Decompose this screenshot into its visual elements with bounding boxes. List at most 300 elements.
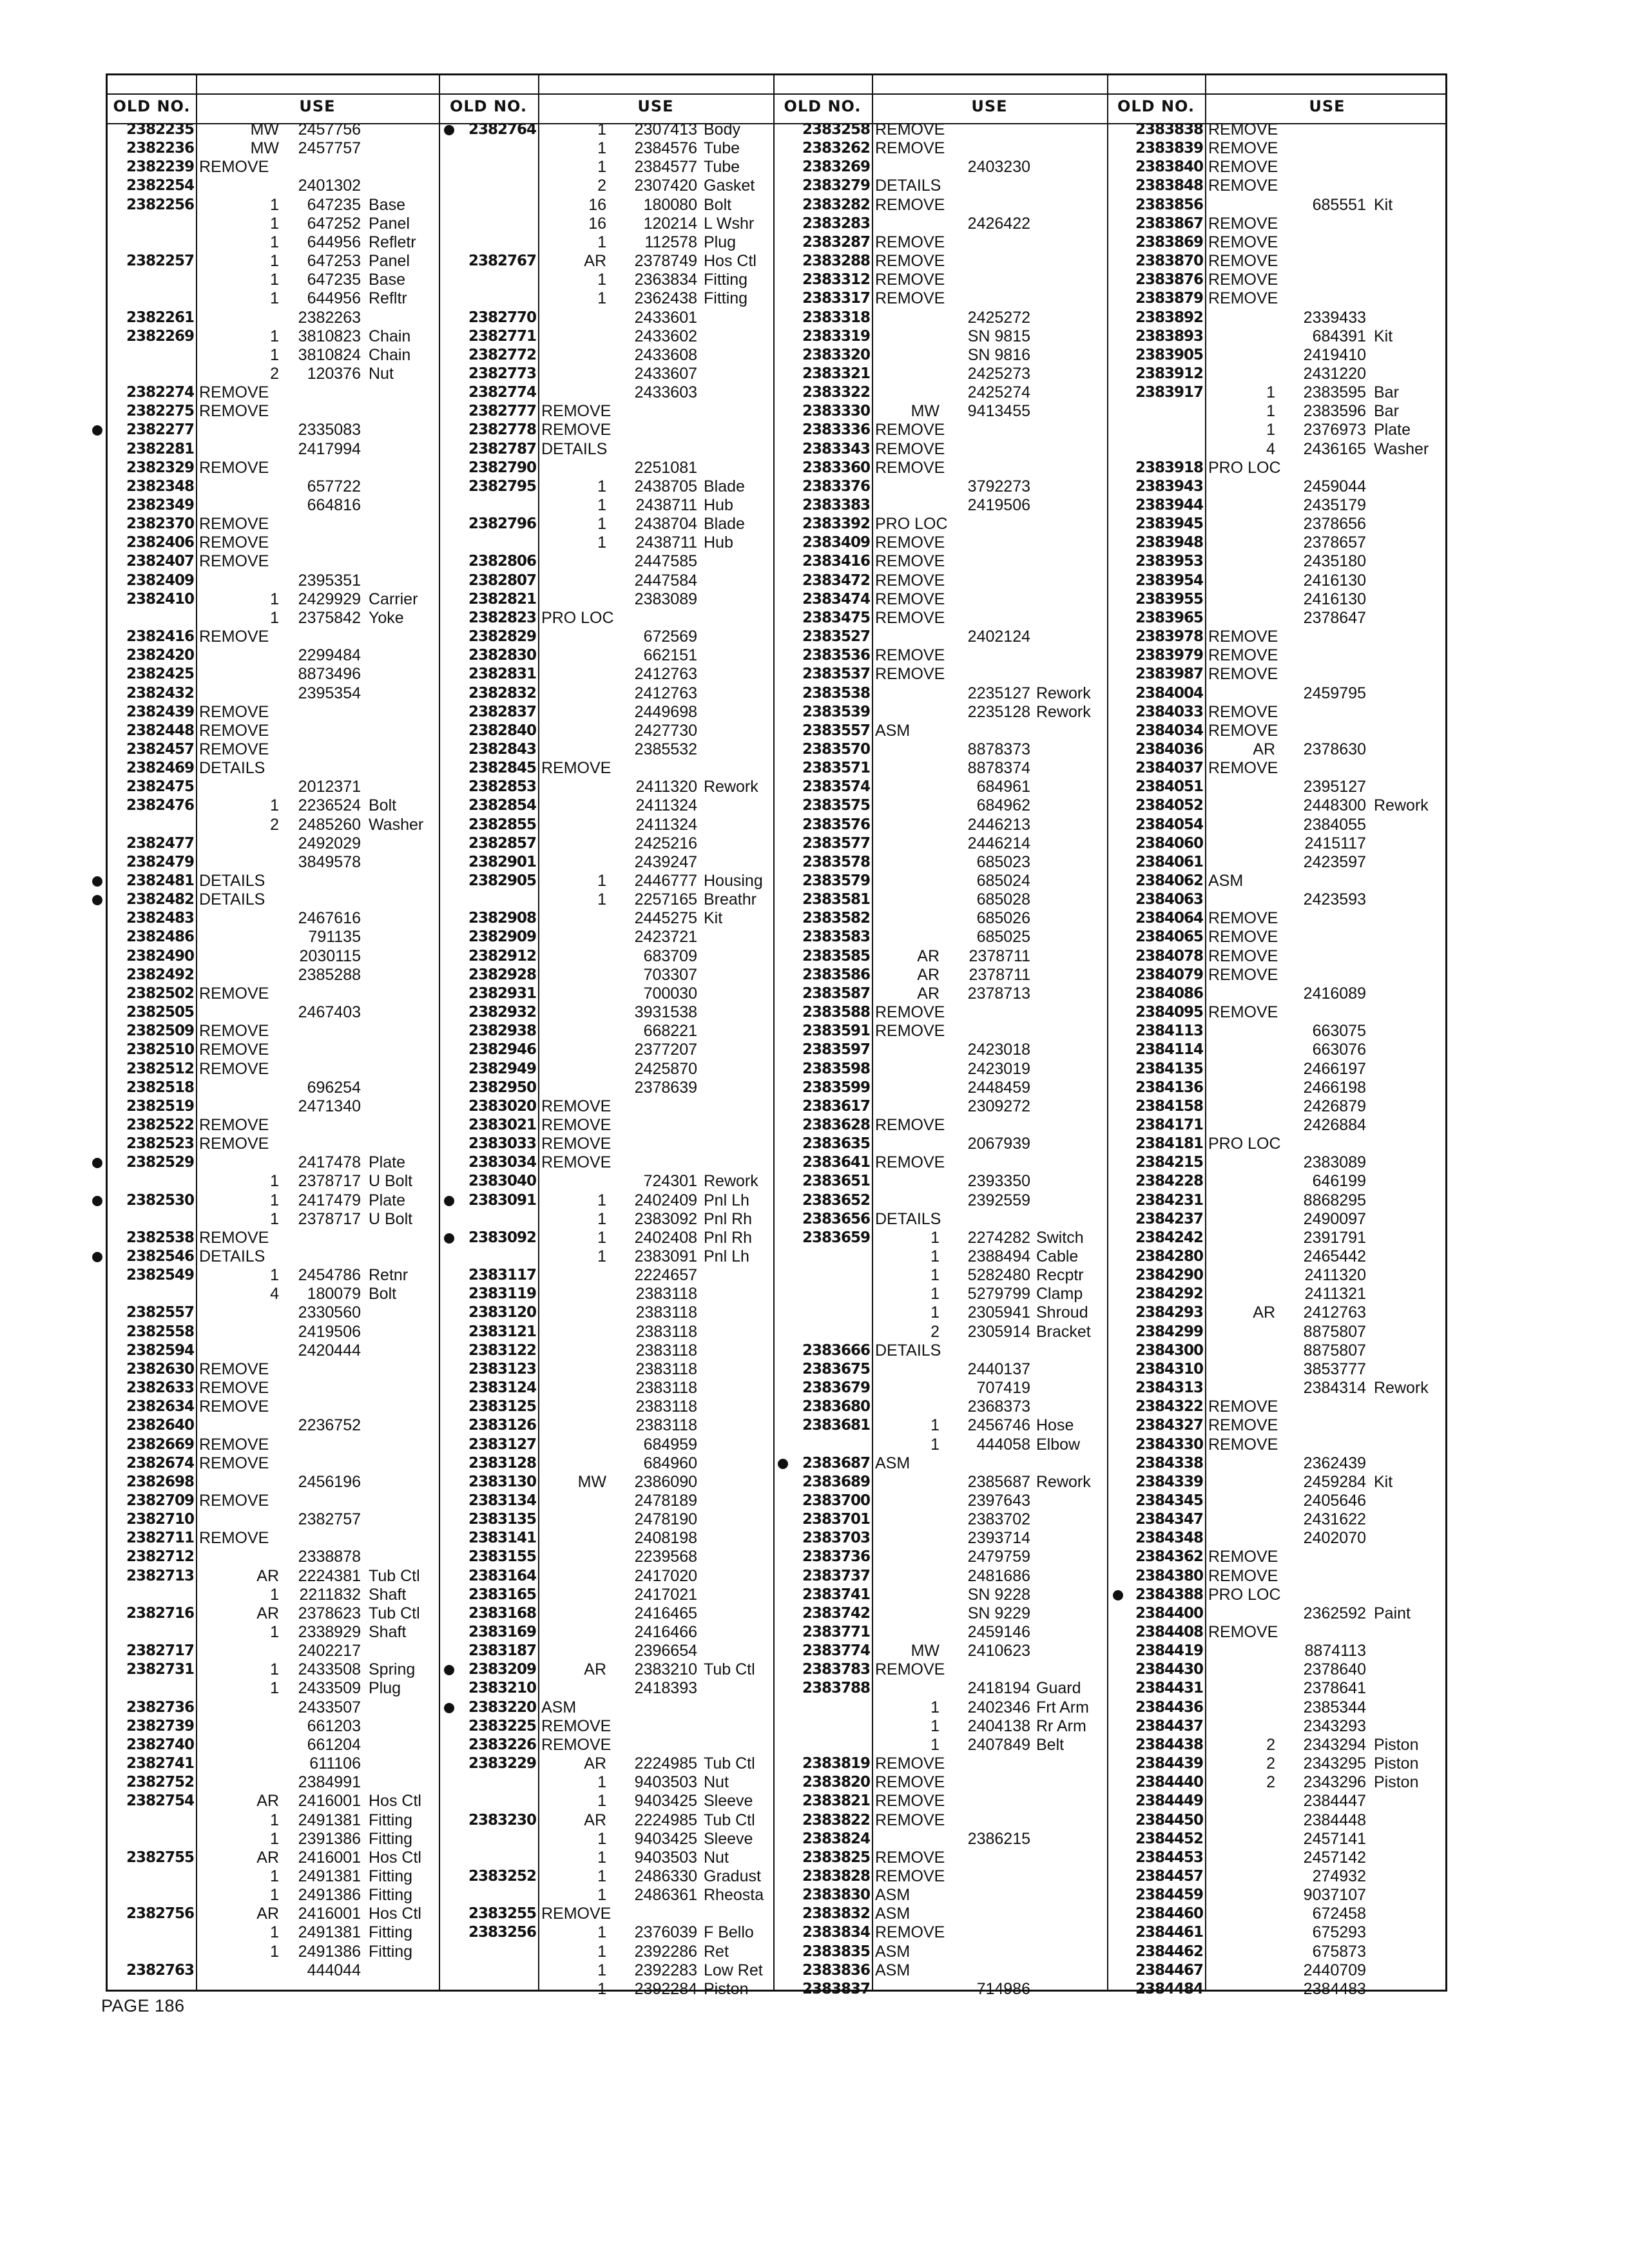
replacement-part-number: 2433602	[634, 327, 697, 345]
old-part-number: 2383834	[802, 1924, 870, 1941]
old-part-number: 2383255	[468, 1905, 536, 1923]
old-part-number: 2383539	[802, 703, 870, 720]
action-label: REMOVE	[1208, 139, 1278, 158]
old-part-number: 2384338	[1135, 1454, 1203, 1472]
old-part-number: 2382476	[126, 797, 194, 814]
part-description: Gasket	[704, 177, 755, 195]
old-part-number: 2383987	[1135, 666, 1203, 683]
old-part-number: 2383570	[802, 740, 870, 758]
old-part-number: 2384449	[1135, 1792, 1203, 1810]
quantity: 1	[270, 1209, 279, 1228]
replacement-part-number: 2415117	[1304, 834, 1366, 852]
replacement-part-number: 8874113	[1304, 1642, 1366, 1660]
old-part-number: 2383229	[468, 1755, 536, 1773]
quantity: 1	[1266, 383, 1275, 402]
old-part-number: 2384437	[1135, 1717, 1203, 1735]
replacement-part-number: 2383595	[1303, 383, 1366, 402]
old-part-number: 2383121	[468, 1323, 536, 1340]
quantity: 1	[597, 533, 606, 552]
replacement-part-number: 2440137	[967, 1360, 1030, 1378]
part-description: Hos Ctl	[369, 1848, 421, 1867]
old-part-number: 2383230	[468, 1811, 536, 1829]
old-part-number: 2382235	[126, 121, 194, 138]
quantity: 1	[270, 1811, 279, 1829]
quantity: MW	[911, 1642, 940, 1660]
replacement-part-number: 2383089	[634, 590, 697, 608]
replacement-part-number: 8875807	[1303, 1322, 1366, 1341]
replacement-part-number: 2402346	[967, 1698, 1030, 1716]
part-description: Piston	[1374, 1754, 1419, 1773]
replacement-part-number: 791135	[308, 928, 361, 947]
replacement-part-number: 120214	[643, 214, 697, 233]
replacement-part-number: 661203	[307, 1716, 361, 1735]
quantity: AR	[256, 1905, 279, 1923]
old-part-number: 2384114	[1135, 1041, 1203, 1059]
old-part-number: 2384095	[1135, 1004, 1203, 1021]
old-part-number: 2384078	[1135, 947, 1203, 965]
old-part-number: 2382420	[126, 647, 194, 664]
part-description: Pnl Rh	[704, 1209, 753, 1228]
quantity: 1	[597, 289, 606, 308]
replacement-part-number: 2235127	[967, 684, 1030, 702]
action-label: REMOVE	[875, 1022, 945, 1041]
header-use-3: USE	[971, 97, 1008, 115]
old-part-number: 2383537	[802, 666, 870, 683]
old-part-number: 2383635	[802, 1135, 870, 1153]
action-label: REMOVE	[875, 195, 945, 214]
old-part-number: 2383582	[802, 910, 870, 927]
old-part-number: 2383783	[802, 1661, 870, 1678]
part-description: Rr Arm	[1036, 1716, 1086, 1735]
part-description: Panel	[369, 214, 410, 233]
action-label: REMOVE	[199, 1529, 269, 1548]
old-part-number: 2382854	[468, 797, 536, 814]
old-part-number: 2382274	[126, 384, 194, 401]
old-part-number: 2383119	[468, 1285, 536, 1303]
old-part-number: 2383979	[1135, 647, 1203, 664]
replacement-part-number: 2378711	[969, 947, 1030, 965]
old-part-number: 2383256	[468, 1924, 536, 1941]
old-part-number: 2383262	[802, 140, 870, 157]
replacement-part-number: 685026	[976, 909, 1030, 928]
action-label: REMOVE	[199, 702, 269, 721]
quantity: 1	[270, 195, 279, 214]
bullet-marker	[92, 1158, 102, 1168]
replacement-part-number: 2307413	[634, 120, 697, 139]
old-part-number: 2382407	[126, 553, 194, 570]
replacement-part-number: 2224657	[634, 1266, 697, 1285]
replacement-part-number: 675293	[1312, 1923, 1366, 1942]
quantity: 1	[270, 1886, 279, 1905]
replacement-part-number: 3792273	[967, 477, 1030, 495]
replacement-part-number: 2423019	[967, 1059, 1030, 1078]
replacement-part-number: SN 9229	[967, 1604, 1030, 1622]
replacement-part-number: 2479759	[967, 1548, 1030, 1566]
quantity: 4	[1266, 439, 1275, 458]
replacement-part-number: 2378647	[1303, 608, 1366, 627]
replacement-part-number: 9037107	[1303, 1886, 1366, 1905]
part-description: Shroud	[1036, 1303, 1088, 1322]
quantity: AR	[256, 1566, 279, 1585]
action-label: PRO LOC	[541, 608, 614, 627]
old-part-number: 2383343	[802, 440, 870, 457]
part-description: Fitting	[369, 1942, 413, 1961]
old-part-number: 2384037	[1135, 760, 1203, 777]
action-label: REMOVE	[199, 1115, 269, 1134]
old-part-number: 2382752	[126, 1774, 194, 1791]
replacement-part-number: 2423721	[634, 928, 697, 947]
part-description: Fitting	[369, 1867, 413, 1885]
replacement-part-number: 2383092	[634, 1209, 697, 1228]
quantity: 1	[597, 1848, 606, 1867]
part-description: Blade	[704, 477, 745, 495]
part-description: Plug	[369, 1679, 401, 1698]
old-part-number: 2383210	[468, 1680, 536, 1697]
old-part-number: 2383944	[1135, 497, 1203, 514]
old-part-number: 2382763	[126, 1961, 194, 1979]
replacement-part-number: 2471340	[298, 1097, 361, 1115]
old-part-number: 2383641	[802, 1154, 870, 1171]
old-part-number: 2382594	[126, 1341, 194, 1359]
old-part-number: 2382770	[468, 309, 536, 326]
action-label: REMOVE	[541, 1905, 612, 1923]
replacement-part-number: 2433601	[634, 308, 697, 327]
old-part-number: 2384430	[1135, 1661, 1203, 1678]
old-part-number: 2383870	[1135, 253, 1203, 270]
old-part-number: 2384290	[1135, 1267, 1203, 1284]
old-part-number: 2383322	[802, 384, 870, 401]
replacement-part-number: 2236752	[298, 1416, 361, 1435]
replacement-part-number: 2403230	[967, 158, 1030, 177]
old-part-number: 2383169	[468, 1624, 536, 1640]
replacement-part-number: 2447585	[634, 552, 697, 571]
old-part-number: 2384313	[1135, 1379, 1203, 1397]
old-part-number: 2382755	[126, 1849, 194, 1866]
quantity: AR	[584, 1754, 606, 1773]
part-description: Base	[369, 271, 405, 289]
bullet-marker	[92, 876, 102, 887]
replacement-part-number: 2431622	[1303, 1510, 1366, 1529]
replacement-part-number: 2438711	[635, 496, 697, 514]
replacement-part-number: 2384577	[634, 158, 697, 177]
replacement-part-number: 2378711	[969, 965, 1030, 984]
replacement-part-number: 685551	[1312, 195, 1366, 214]
old-part-number: 2383585	[802, 947, 870, 965]
replacement-part-number: 9403503	[634, 1773, 697, 1792]
quantity: 1	[270, 1679, 279, 1698]
old-part-number: 2384460	[1135, 1905, 1203, 1923]
quantity: 1	[597, 477, 606, 495]
replacement-part-number: 2395127	[1303, 778, 1366, 796]
old-part-number: 2384051	[1135, 778, 1203, 796]
part-description: Kit	[1374, 1472, 1393, 1491]
old-part-number: 2383033	[468, 1135, 536, 1153]
old-part-number: 2383879	[1135, 290, 1203, 307]
action-label: REMOVE	[1208, 1416, 1278, 1435]
old-part-number: 2383680	[802, 1398, 870, 1416]
replacement-part-number: 2457756	[298, 120, 361, 139]
old-part-number: 2384440	[1135, 1774, 1203, 1791]
quantity: 1	[270, 1660, 279, 1679]
old-part-number: 2383737	[802, 1567, 870, 1584]
old-part-number: 2382790	[468, 459, 536, 476]
old-part-number: 2384136	[1135, 1079, 1203, 1096]
old-part-number: 2382823	[468, 609, 536, 626]
old-part-number: 2383588	[802, 1004, 870, 1021]
quantity: 1	[270, 1623, 279, 1641]
replacement-part-number: 8878373	[967, 740, 1030, 758]
old-part-number: 2384181	[1135, 1135, 1203, 1153]
old-part-number: 2382509	[126, 1023, 194, 1040]
old-part-number: 2384215	[1135, 1154, 1203, 1171]
action-label: REMOVE	[541, 1135, 612, 1153]
quantity: 1	[597, 515, 606, 533]
replacement-part-number: 3853777	[1303, 1360, 1366, 1378]
old-part-number: 2384380	[1135, 1567, 1203, 1584]
old-part-number: 2383141	[468, 1530, 536, 1547]
old-part-number: 2382853	[468, 778, 536, 796]
quantity: 1	[270, 1585, 279, 1604]
action-label: REMOVE	[875, 571, 945, 590]
quantity: 1	[270, 1942, 279, 1961]
part-description: Low Ret	[704, 1961, 763, 1979]
action-label: REMOVE	[1208, 646, 1278, 665]
replacement-part-number: 2411320	[635, 778, 697, 796]
quantity: MW	[911, 402, 940, 421]
replacement-part-number: 2485260	[298, 815, 361, 834]
replacement-part-number: 644956	[307, 233, 361, 251]
replacement-part-number: 2459795	[1303, 684, 1366, 702]
action-label: REMOVE	[541, 759, 612, 778]
part-description: Recptr	[1036, 1266, 1084, 1285]
action-label: REMOVE	[875, 120, 945, 139]
replacement-part-number: 2412763	[634, 684, 697, 702]
old-part-number: 2382277	[126, 421, 194, 439]
quantity: 1	[270, 608, 279, 627]
replacement-part-number: 2431220	[1303, 364, 1366, 383]
old-part-number: 2382432	[126, 684, 194, 702]
replacement-part-number: 644956	[307, 289, 361, 308]
replacement-part-number: 672569	[643, 628, 697, 646]
action-label: REMOVE	[1208, 1398, 1278, 1416]
replacement-part-number: 2224381	[298, 1566, 361, 1585]
replacement-part-number: 180079	[307, 1285, 361, 1303]
old-part-number: 2383838	[1135, 121, 1203, 138]
replacement-part-number: 444044	[307, 1961, 361, 1979]
old-part-number: 2383581	[802, 891, 870, 908]
old-part-number: 2382406	[126, 534, 194, 552]
replacement-part-number: 2426422	[967, 214, 1030, 233]
old-part-number: 2382409	[126, 572, 194, 589]
quantity: 2	[597, 177, 606, 195]
replacement-part-number: 3849578	[298, 852, 361, 871]
action-label: REMOVE	[199, 1379, 269, 1398]
header-old-no-1: OLD NO.	[113, 97, 191, 115]
quantity: 1	[597, 872, 606, 890]
bullet-marker	[92, 425, 102, 436]
quantity: 1	[930, 1716, 940, 1735]
old-part-number: 2384079	[1135, 966, 1203, 983]
replacement-part-number: 2416001	[298, 1792, 361, 1811]
part-description: Elbow	[1036, 1435, 1081, 1454]
replacement-part-number: 2385288	[298, 965, 361, 984]
action-label: DETAILS	[875, 1209, 941, 1228]
old-part-number: 2382740	[126, 1736, 194, 1753]
quantity: 1	[270, 1829, 279, 1848]
replacement-part-number: 2435180	[1303, 552, 1366, 571]
old-part-number: 2382530	[126, 1191, 194, 1209]
old-part-number: 2383319	[802, 327, 870, 345]
quantity: 1	[930, 1247, 940, 1265]
quantity: 1	[597, 139, 606, 158]
old-part-number: 2383701	[802, 1511, 870, 1528]
action-label: REMOVE	[875, 439, 945, 458]
replacement-part-number: SN 9228	[967, 1585, 1030, 1604]
old-part-number: 2382481	[126, 872, 194, 889]
part-description: Body	[704, 120, 740, 139]
old-part-number: 2382807	[468, 572, 536, 589]
action-label: REMOVE	[1208, 120, 1278, 139]
old-part-number: 2383557	[802, 722, 870, 739]
old-part-number: 2382448	[126, 722, 194, 739]
old-part-number: 2383867	[1135, 215, 1203, 232]
quantity: 1	[930, 1435, 940, 1454]
action-label: REMOVE	[875, 1660, 945, 1679]
replacement-part-number: 2378717	[298, 1172, 361, 1191]
part-description: Plate	[369, 1153, 405, 1172]
old-part-number: 2382857	[468, 834, 536, 852]
old-part-number: 2382674	[126, 1454, 194, 1472]
replacement-part-number: 672458	[1312, 1905, 1366, 1923]
replacement-part-number: 2454786	[298, 1266, 361, 1285]
part-description: Nut	[704, 1773, 729, 1792]
old-part-number: 2383948	[1135, 534, 1203, 552]
action-label: REMOVE	[875, 139, 945, 158]
replacement-part-number: 2435179	[1303, 496, 1366, 514]
part-description: Fitting	[369, 1886, 413, 1905]
replacement-part-number: 675873	[1312, 1942, 1366, 1961]
replacement-part-number: 2383118	[635, 1416, 697, 1435]
action-label: DETAILS	[199, 1247, 265, 1265]
part-description: Carrier	[369, 590, 418, 608]
replacement-part-number: 2433608	[634, 345, 697, 364]
part-description: Fitting	[704, 289, 748, 308]
part-description: Kit	[704, 909, 723, 928]
part-description: Cable	[1036, 1247, 1079, 1265]
old-part-number: 2383021	[468, 1116, 536, 1133]
old-part-number: 2382522	[126, 1116, 194, 1133]
quantity: AR	[917, 984, 940, 1003]
replacement-part-number: 2410623	[967, 1642, 1030, 1660]
page-number: PAGE 186	[101, 1996, 185, 2015]
part-description: Rework	[1374, 796, 1429, 815]
old-part-number: 2383576	[802, 816, 870, 833]
replacement-part-number: 2224985	[634, 1811, 697, 1829]
part-description: Shaft	[369, 1623, 407, 1641]
quantity: 1	[597, 1942, 606, 1961]
col2-divider	[538, 75, 539, 1990]
old-part-number: 2382558	[126, 1323, 194, 1340]
old-part-number: 2383123	[468, 1360, 536, 1378]
replacement-part-number: 9413455	[967, 402, 1030, 421]
action-label: REMOVE	[1208, 271, 1278, 289]
replacement-part-number: 2383118	[635, 1322, 697, 1341]
replacement-part-number: 2383118	[635, 1398, 697, 1416]
old-part-number: 2383312	[802, 271, 870, 289]
old-part-number: 2383571	[802, 760, 870, 777]
action-label: REMOVE	[199, 1059, 269, 1078]
part-description: Plate	[1374, 421, 1411, 439]
replacement-part-number: 2383118	[635, 1285, 697, 1303]
header-use-4: USE	[1309, 97, 1345, 115]
replacement-part-number: 2383118	[635, 1303, 697, 1322]
old-part-number: 2382711	[126, 1530, 194, 1547]
part-description: Bolt	[369, 1285, 397, 1303]
old-part-number: 2382840	[468, 722, 536, 739]
old-part-number: 2382949	[468, 1060, 536, 1077]
quantity: 1	[597, 1961, 606, 1979]
old-part-number: 2382796	[468, 515, 536, 533]
part-description: Rheosta	[704, 1886, 764, 1905]
part-description: Bar	[1374, 383, 1399, 402]
replacement-part-number: 2384576	[634, 139, 697, 158]
quantity: 1	[930, 1416, 940, 1435]
quantity: AR	[917, 965, 940, 984]
quantity: 1	[270, 252, 279, 271]
old-part-number: 2383392	[802, 515, 870, 533]
old-part-number: 2383828	[802, 1867, 870, 1885]
replacement-part-number: 2426884	[1303, 1115, 1366, 1134]
replacement-part-number: 2423593	[1303, 890, 1366, 909]
part-description: Tube	[704, 158, 740, 177]
replacement-part-number: 2392286	[634, 1942, 697, 1961]
old-part-number: 2383220	[468, 1698, 536, 1716]
old-part-number: 2384484	[1135, 1980, 1203, 1997]
part-description: Ret	[704, 1942, 729, 1961]
old-part-number: 2383687	[802, 1454, 870, 1472]
replacement-part-number: 663076	[1312, 1041, 1366, 1059]
part-description: Sleeve	[704, 1792, 753, 1811]
replacement-part-number: 2491386	[298, 1886, 361, 1905]
old-part-number: 2383821	[802, 1792, 870, 1810]
old-part-number: 2382261	[126, 309, 194, 326]
old-part-number: 2383955	[1135, 590, 1203, 608]
action-label: REMOVE	[875, 665, 945, 684]
old-part-number: 2382479	[126, 853, 194, 870]
bullet-marker	[92, 895, 102, 905]
part-description: L Wshr	[704, 214, 755, 233]
action-label: REMOVE	[541, 402, 612, 421]
old-part-number: 2383416	[802, 553, 870, 570]
old-part-number: 2383122	[468, 1341, 536, 1359]
replacement-part-number: 2412763	[1303, 1303, 1366, 1322]
replacement-part-number: 2378713	[967, 984, 1030, 1003]
old-part-number: 2383598	[802, 1060, 870, 1077]
action-label: DETAILS	[875, 177, 941, 195]
part-description: Bolt	[369, 796, 397, 815]
old-part-number: 2384293	[1135, 1304, 1203, 1321]
replacement-part-number: 663075	[1312, 1022, 1366, 1041]
replacement-part-number: 2343294	[1303, 1735, 1366, 1754]
quantity: 1	[930, 1303, 940, 1322]
action-label: REMOVE	[199, 552, 269, 571]
replacement-part-number: 2402124	[967, 628, 1030, 646]
replacement-part-number: 2376039	[634, 1923, 697, 1942]
action-label: REMOVE	[875, 590, 945, 608]
old-part-number: 2382425	[126, 666, 194, 683]
replacement-part-number: 2447584	[634, 571, 697, 590]
quantity: 1	[930, 1266, 940, 1285]
